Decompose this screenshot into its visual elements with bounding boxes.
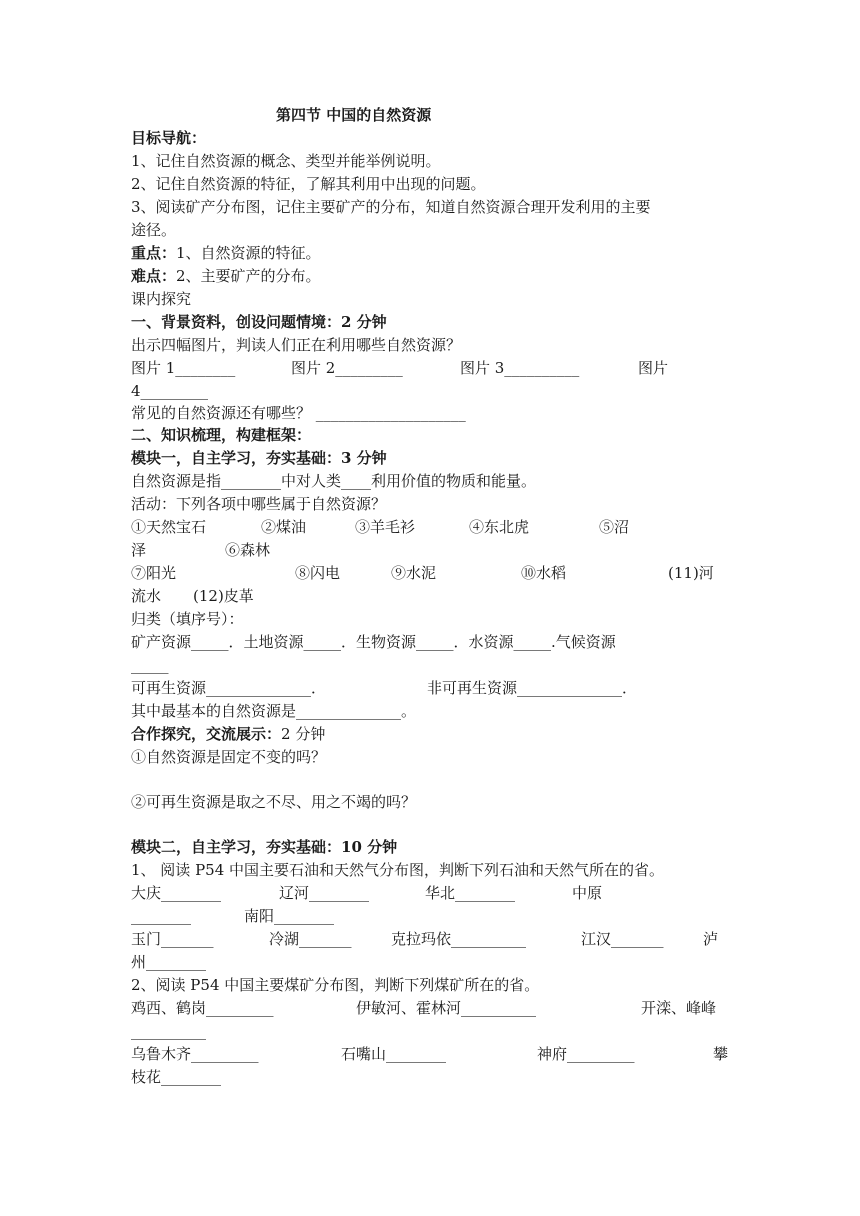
oil-field-blank: 华北________ (425, 884, 516, 902)
coal-mine-blank: 鸡西、鹤岗_________ (131, 999, 274, 1017)
oil-field-blank: 州________ (131, 953, 207, 971)
goals-heading: 目标导航： (131, 129, 207, 147)
pic1-blank: 图片 1________ (131, 359, 236, 377)
list-item: ⑩水稻 (521, 564, 567, 582)
coal-mine-blank: 枝花________ (131, 1068, 222, 1086)
inclass-label: 课内探究 (131, 290, 192, 308)
pic2-blank: 图片 2_________ (291, 359, 403, 377)
section1-heading: 一、背景资料，创设问题情境：2 分钟 (131, 313, 387, 331)
key-point (131, 243, 321, 263)
coal-mine-blank: 开滦、峰峰 (641, 999, 717, 1017)
oil-field-blank: ________ (131, 907, 191, 925)
basic-resource-blank: 其中最基本的自然资源是______________。 (131, 702, 417, 720)
coal-mine-blank: 伊敏河、霍林河__________ (356, 999, 537, 1017)
oil-field-blank: 玉门_______ (131, 930, 214, 948)
list-item: (11)河 (668, 564, 714, 582)
coal-mine-blank: 攀 (713, 1045, 729, 1063)
classify-line: 矿产资源_____．土地资源_____．生物资源_____．水资源_____.气候资源 (131, 633, 616, 651)
section1-intro: 出示四幅图片，判读人们正在利用哪些自然资源？ (131, 336, 462, 354)
module1-heading: 模块一，自主学习，夯实基础：3 分钟 (131, 449, 387, 467)
key-label: 重点： (131, 244, 177, 262)
goal-item: 3、阅读矿产分布图，记住主要矿产的分布，知道自然资源合理开发利用的主要 (131, 198, 651, 216)
common-question: 常见的自然资源还有哪些？ ____________________ (131, 404, 466, 422)
pic3-blank: 图片 3__________ (460, 359, 580, 377)
coop-time: 2 分钟 (281, 725, 326, 743)
question-1: ①自然资源是固定不变的吗？ (131, 748, 327, 766)
goal-item: 2、记住自然资源的特征，了解其利用中出现的问题。 (131, 175, 486, 193)
list-item: ⑥森林 (225, 541, 271, 559)
list-item: ⑨水泥 (391, 564, 437, 582)
list-item: ③羊毛衫 (355, 518, 416, 536)
hard-point (131, 266, 321, 286)
oil-field-blank: 泸 (703, 930, 719, 948)
key-text: 1、自然资源的特征。 (176, 244, 321, 262)
question-2: ②可再生资源是取之不尽、用之不竭的吗？ (131, 793, 417, 811)
hard-label: 难点： (131, 267, 177, 285)
list-item: ②煤油 (261, 518, 307, 536)
list-item: ①天然宝石 (131, 518, 207, 536)
oil-field-blank: 江汉_______ (581, 930, 664, 948)
oil-field-blank: 克拉玛依__________ (391, 930, 527, 948)
nonrenewable-blank: 非可再生资源______________． (427, 679, 638, 697)
coop-label: 合作探究，交流展示： (131, 725, 282, 743)
renewable-blank: 可再生资源______________． (131, 679, 327, 697)
list-item: ⑤沼 (599, 518, 630, 536)
oil-field-blank: 辽河________ (279, 884, 370, 902)
activity-question: 活动：下列各项中哪些属于自然资源？ (131, 495, 387, 513)
oil-field-blank: 南阳________ (244, 907, 335, 925)
pic4-blank: 4_________ (131, 382, 209, 400)
goal-item: 1、记住自然资源的概念、类型并能举例说明。 (131, 152, 441, 170)
classify-label: 归类（填序号）： (131, 610, 244, 628)
hard-text: 2、主要矿产的分布。 (176, 267, 321, 285)
list-item: ④东北虎 (469, 518, 530, 536)
list-item: ⑦阳光 (131, 564, 177, 582)
oil-field-blank: 中原 (572, 884, 603, 902)
oil-field-blank: 大庆________ (131, 884, 222, 902)
coal-mine-blank: 乌鲁木齐_________ (131, 1045, 259, 1063)
list-item: ⑧闪电 (295, 564, 341, 582)
list-item: 泽 (131, 541, 147, 559)
oil-question: 1、 阅读 P54 中国主要石油和天然气分布图，判断下列石油和天然气所在的省。 (131, 861, 665, 879)
list-item: (12)皮革 (193, 587, 254, 605)
page-title: 第四节 中国的自然资源 (276, 106, 432, 124)
module2-heading: 模块二，自主学习，夯实基础：10 分钟 (131, 838, 398, 856)
coal-mine-blank: __________ (131, 1022, 206, 1040)
coop-heading (131, 724, 325, 744)
coal-question: 2、阅读 P54 中国主要煤矿分布图，判断下列煤矿所在的省。 (131, 976, 540, 994)
coal-mine-blank: 石嘴山________ (341, 1045, 447, 1063)
definition-blank: 自然资源是指________中对人类____利用价值的物质和能量。 (131, 472, 537, 490)
goal-item: 途径。 (131, 221, 177, 239)
list-item: 流水 (131, 587, 162, 605)
coal-mine-blank: 神府_________ (537, 1045, 635, 1063)
oil-field-blank: 冷湖_______ (269, 930, 352, 948)
pic4-label: 图片 (638, 359, 669, 377)
classify-continuation: _____ (131, 656, 169, 674)
section2-heading: 二、知识梳理，构建框架： (131, 426, 312, 444)
